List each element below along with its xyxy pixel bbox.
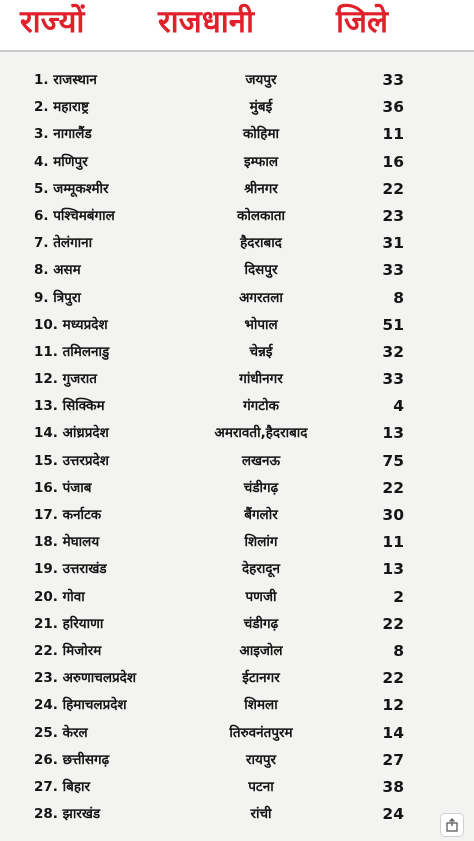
districts-cell: 27 xyxy=(382,750,404,769)
districts-cell: 12 xyxy=(382,696,404,715)
capital-cell: हैदराबाद xyxy=(240,235,282,252)
state-cell: 24. हिमाचलप्रदेश xyxy=(34,697,127,714)
capital-cell: देहरादून xyxy=(241,561,281,578)
table-header xyxy=(0,0,474,52)
table-row xyxy=(0,638,474,665)
capital-cell: ईटानगर xyxy=(242,670,280,687)
table-row xyxy=(0,720,474,747)
table-row xyxy=(0,94,474,121)
districts-cell: 11 xyxy=(382,125,404,144)
state-cell: 4. मणिपुर xyxy=(34,153,88,170)
districts-column-header: जिले xyxy=(336,4,389,40)
districts-cell: 22 xyxy=(382,179,404,198)
state-cell: 5. जम्मूकश्मीर xyxy=(34,180,109,197)
capital-cell: चंडीगढ़ xyxy=(243,615,279,632)
table-row xyxy=(0,393,474,420)
capital-cell: कोलकाता xyxy=(236,207,286,224)
capital-cell: शिलांग xyxy=(244,534,278,551)
table-row xyxy=(0,67,474,94)
state-cell: 22. मिजोरम xyxy=(34,642,102,659)
capital-cell: पणजी xyxy=(245,588,277,605)
state-cell: 1. राजस्थान xyxy=(34,72,97,88)
districts-cell: 8 xyxy=(393,288,404,307)
state-cell: 19. उत्तराखंड xyxy=(34,561,107,578)
state-cell: 7. तेलंगाना xyxy=(34,235,93,252)
table-row xyxy=(0,774,474,801)
state-cell: 18. मेघालय xyxy=(34,534,100,551)
state-cell: 25. केरल xyxy=(34,724,88,741)
capital-cell: इम्फाल xyxy=(243,153,278,170)
capital-cell: शिमला xyxy=(244,697,278,714)
table-row xyxy=(0,529,474,556)
districts-cell: 31 xyxy=(382,234,404,253)
districts-cell: 33 xyxy=(382,71,404,89)
share-icon[interactable] xyxy=(440,813,464,837)
capital-cell: जयपुर xyxy=(245,72,277,88)
districts-cell: 16 xyxy=(382,152,404,171)
districts-cell: 33 xyxy=(382,370,404,389)
table-row xyxy=(0,121,474,148)
table-row xyxy=(0,285,474,312)
districts-cell: 33 xyxy=(382,261,404,280)
districts-cell: 4 xyxy=(393,397,404,416)
table-row xyxy=(0,149,474,176)
table-row xyxy=(0,339,474,366)
capital-cell: दिसपुर xyxy=(244,262,278,279)
districts-cell: 22 xyxy=(382,614,404,633)
table-row xyxy=(0,665,474,692)
districts-cell: 14 xyxy=(382,723,404,742)
state-cell: 9. त्रिपुरा xyxy=(34,289,81,306)
state-cell: 17. कर्नाटक xyxy=(34,507,102,523)
state-cell: 23. अरुणाचलप्रदेश xyxy=(34,670,137,687)
state-cell: 14. आंध्रप्रदेश xyxy=(34,425,109,442)
capital-column-header: राजधानी xyxy=(158,4,255,40)
state-cell: 6. पश्चिमबंगाल xyxy=(34,207,115,224)
table-row xyxy=(0,692,474,719)
capital-cell: अमरावती,हैदराबाद xyxy=(214,425,308,442)
districts-cell: 36 xyxy=(382,98,404,117)
capital-cell: भोपाल xyxy=(244,316,278,333)
table-row xyxy=(0,420,474,447)
capital-cell: मुंबई xyxy=(249,99,273,116)
districts-cell: 8 xyxy=(393,641,404,660)
districts-cell: 13 xyxy=(382,560,404,579)
districts-cell: 51 xyxy=(382,315,404,334)
state-cell: 16. पंजाब xyxy=(34,479,92,496)
capital-cell: चंडीगढ़ xyxy=(243,479,279,496)
state-cell: 3. नागालैंड xyxy=(34,126,92,143)
districts-cell: 22 xyxy=(382,478,404,497)
state-cell: 27. बिहार xyxy=(34,778,91,795)
table-row xyxy=(0,176,474,203)
districts-cell: 32 xyxy=(382,342,404,361)
districts-cell: 22 xyxy=(382,669,404,688)
districts-cell: 2 xyxy=(393,587,404,606)
districts-cell: 38 xyxy=(382,777,404,796)
state-cell: 10. मध्यप्रदेश xyxy=(34,316,108,333)
capital-cell: रायपुर xyxy=(245,751,277,768)
state-cell: 28. झारखंड xyxy=(34,806,101,823)
state-cell: 12. गुजरात xyxy=(34,371,97,388)
state-cell: 20. गोवा xyxy=(34,588,85,605)
table-row xyxy=(0,257,474,284)
capital-cell: पटना xyxy=(248,778,274,795)
capital-cell: आइजोल xyxy=(239,642,283,659)
state-cell: 2. महाराष्ट्र xyxy=(34,99,89,116)
states-column-header: राज्यों xyxy=(20,4,85,40)
capital-cell: अगरतला xyxy=(239,289,283,306)
capital-cell: गंगटोक xyxy=(243,398,279,415)
table-row xyxy=(0,747,474,774)
state-cell: 13. सिक्किम xyxy=(34,398,105,415)
table-row xyxy=(0,556,474,583)
table-row xyxy=(0,448,474,475)
capital-cell: चेन्नई xyxy=(249,343,273,360)
table-row xyxy=(0,475,474,502)
capital-cell: श्रीनगर xyxy=(244,180,278,197)
table-row xyxy=(0,801,474,828)
capital-cell: बैंगलोर xyxy=(244,507,278,523)
districts-cell: 11 xyxy=(382,533,404,552)
table-row xyxy=(0,366,474,393)
districts-cell: 13 xyxy=(382,424,404,443)
table-row xyxy=(0,584,474,611)
districts-cell: 23 xyxy=(382,206,404,225)
capital-cell: रांची xyxy=(250,806,272,823)
states-table xyxy=(0,67,474,828)
state-cell: 11. तमिलनाडु xyxy=(34,343,110,360)
table-row xyxy=(0,203,474,230)
table-row xyxy=(0,611,474,638)
state-cell: 26. छत्तीसगढ़ xyxy=(34,751,110,768)
state-cell: 8. असम xyxy=(34,262,81,279)
capital-cell: लखनऊ xyxy=(241,452,281,469)
capital-cell: गांधीनगर xyxy=(239,371,283,388)
districts-cell: 24 xyxy=(382,805,404,824)
districts-cell: 75 xyxy=(382,451,404,470)
table-row xyxy=(0,312,474,339)
state-cell: 15. उत्तरप्रदेश xyxy=(34,452,109,469)
table-row xyxy=(0,502,474,529)
capital-cell: तिरुवनंतपुरम xyxy=(229,724,293,741)
capital-cell: कोहिमा xyxy=(242,126,280,143)
state-cell: 21. हरियाणा xyxy=(34,615,104,632)
table-row xyxy=(0,230,474,257)
districts-cell: 30 xyxy=(382,506,404,524)
